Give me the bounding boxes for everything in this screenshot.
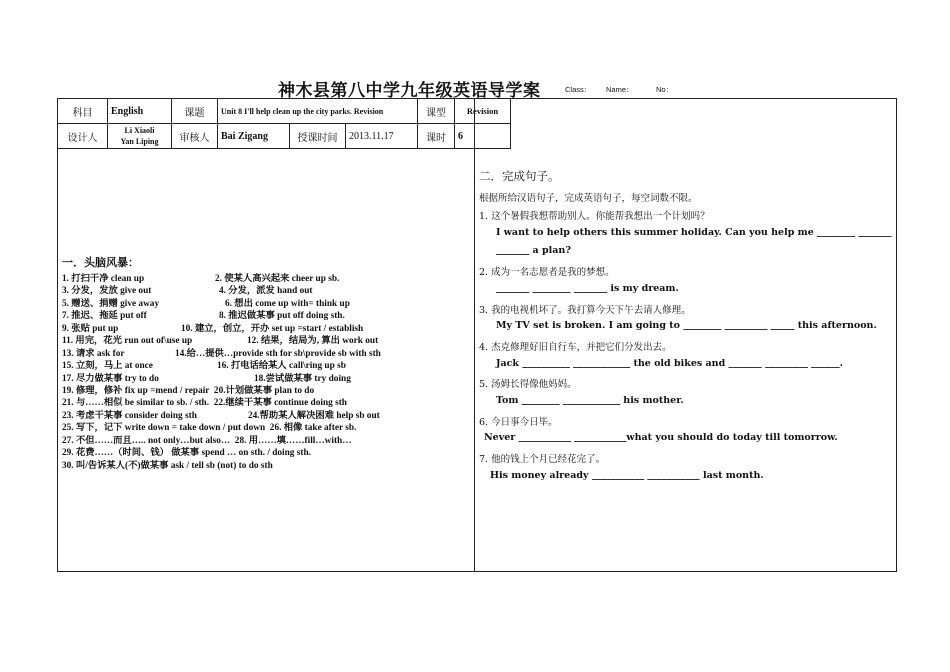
date-label: 授课时间	[290, 124, 346, 149]
phrase-item: 1. 打扫干净 clean up	[62, 274, 145, 284]
phrase-row	[62, 335, 379, 347]
phrase-item: 13. 请求 ask for	[62, 348, 125, 359]
phrase-item: 19. 修理，修补 fix up =mend / repair	[62, 385, 210, 396]
name-label: Name：	[606, 85, 634, 94]
question-chinese: 6. 今日事今日毕。	[479, 416, 558, 428]
phrase-item: 14.给…提供…provide sth for sb\provide sb with sth	[175, 348, 381, 359]
answer-line: Jack __________ ____________ the old bikes and _______ _________ ______.	[496, 357, 843, 369]
phrase-item: 25. 写下，记下 write down = take down / put down	[62, 423, 266, 434]
phrase-item: 23. 考虑干某事 consider doing sth	[62, 410, 197, 421]
phrase-item: 30. 叫/告诉某人(不)做某事 ask / tell sb (not) to do sth	[62, 460, 273, 471]
subject-label: 科目	[58, 99, 108, 124]
phrase-item: 28. 用……填……fill…with…	[230, 435, 352, 446]
class-label: Class：	[565, 85, 592, 94]
type-value: Revision	[455, 99, 511, 124]
phrase-row	[62, 447, 356, 459]
phrase-row	[62, 460, 356, 472]
info-table	[57, 98, 511, 149]
phrase-item: 17. 尽力做某事 try to do	[62, 373, 159, 384]
phrase-item: 6. 想出 come up with= think up	[225, 298, 350, 309]
phrase-row	[62, 373, 356, 385]
phrase-item: 7. 推迟、拖延 put off	[62, 311, 147, 322]
phrase-row	[62, 385, 356, 397]
phrase-item: 18.尝试做某事 try doing	[254, 373, 351, 384]
reviewer-value: Bai Zigang	[218, 124, 290, 149]
phrase-item: 24.帮助某人解决困难 help sb out	[248, 410, 380, 421]
phrase-row	[62, 348, 381, 360]
answer-line: I want to help others this summer holiday. Can you help me ________ _______	[496, 226, 892, 238]
phrase-row	[62, 298, 356, 310]
question-chinese: 4. 杰克修理好旧自行车，并把它们分发出去。	[479, 341, 672, 353]
phrase-row	[62, 422, 356, 434]
question-chinese: 5. 汤姆长得像他妈妈。	[479, 379, 577, 391]
question-chinese: 3. 我的电视机坏了。我打算今天下午去请人修理。	[479, 304, 691, 316]
phrase-row	[62, 397, 356, 409]
phrase-item: 11. 用完，花光 run out of\use up	[62, 336, 193, 347]
phrase-list	[62, 273, 381, 472]
phrase-item: 26. 相像 take after sb.	[265, 423, 357, 434]
instructions: 根据所给汉语句子，完成英语句子，每空词数不限。	[479, 193, 698, 204]
designer-value	[108, 124, 172, 149]
brainstorm-heading: 一．头脑风暴：	[62, 256, 139, 269]
designer-label: 设计人	[58, 124, 108, 149]
phrase-item: 15. 立刻，马上 at once	[62, 361, 153, 372]
phrase-item: 4. 分发，派发 hand out	[219, 286, 313, 297]
question-chinese: 7. 他的钱上个月已经花完了。	[479, 454, 606, 466]
phrase-row	[62, 410, 380, 422]
answer-line: His money already ___________ ___________ last month.	[490, 469, 764, 481]
phrase-item: 8. 推迟做某事 put off doing sth.	[219, 311, 345, 322]
phrase-item: 20.计划做某事 plan to do	[209, 385, 315, 396]
phrase-row	[62, 323, 364, 335]
phrase-item: 12. 结果，结局为, 算出 work out	[247, 336, 379, 347]
designer-name-1: Li Xiaoli	[124, 126, 155, 135]
column-divider	[474, 98, 475, 572]
phrase-row	[62, 310, 356, 322]
complete-sentences-heading: 二．完成句子。	[479, 169, 560, 183]
phrase-item: 5. 赠送、捐赠 give away	[62, 298, 160, 309]
phrase-item: 3. 分发，发放 give out	[62, 286, 152, 297]
answer-line: _______ ________ _______ is my dream.	[496, 282, 679, 294]
question-chinese: 2. 成为一名志愿者是我的梦想。	[479, 267, 615, 279]
answer-line: _______ a plan?	[496, 245, 571, 257]
phrase-row	[62, 435, 356, 447]
question-chinese: 1. 这个暑假我想帮助别人。你能帮我想出一个计划吗？	[479, 211, 710, 222]
page-title: 神木县第八中学九年级英语导学案	[278, 81, 541, 101]
phrase-item: 2. 使某人高兴起来 cheer up sb.	[215, 274, 340, 284]
reviewer-label: 审核人	[172, 124, 218, 149]
period-value: 6	[455, 124, 511, 149]
designer-name-2: Yan Liping	[120, 137, 159, 146]
phrase-row	[62, 285, 356, 297]
answer-line: Tom ________ ____________ his mother.	[496, 395, 684, 406]
period-label: 课时	[418, 124, 455, 149]
phrase-item: 22.继续干某事 continue doing sth	[209, 398, 347, 409]
topic-label: 课题	[172, 99, 218, 124]
phrase-item: 29. 花费……（时间、钱） 做某事 spend … on sth. / doing sth.	[62, 448, 311, 459]
type-label: 课型	[418, 99, 455, 124]
date-value: 2013.11.17	[346, 124, 418, 149]
no-label: No：	[656, 85, 674, 94]
phrase-row	[62, 273, 356, 285]
answer-line: My TV set is broken. I am going to ________ _________ _____ this afternoon.	[496, 320, 877, 332]
phrase-row	[62, 360, 356, 372]
answer-line: Never ___________ ___________what you should do today till tomorrow.	[484, 432, 838, 444]
phrase-item: 16. 打电话给某人 call\ring up sb	[217, 361, 346, 372]
phrase-item: 21. 与……相似 be similar to sb. / sth.	[62, 398, 210, 409]
phrase-item: 10. 建立，创立，开办 set up =start / establish	[181, 323, 364, 334]
subject-value: English	[108, 99, 172, 124]
topic-value: Unit 8 I'll help clean up the city parks. Revision	[218, 99, 418, 124]
phrase-item: 27. 不但……而且….. not only…but also…	[62, 435, 231, 446]
phrase-item: 9. 张贴 put up	[62, 323, 119, 334]
